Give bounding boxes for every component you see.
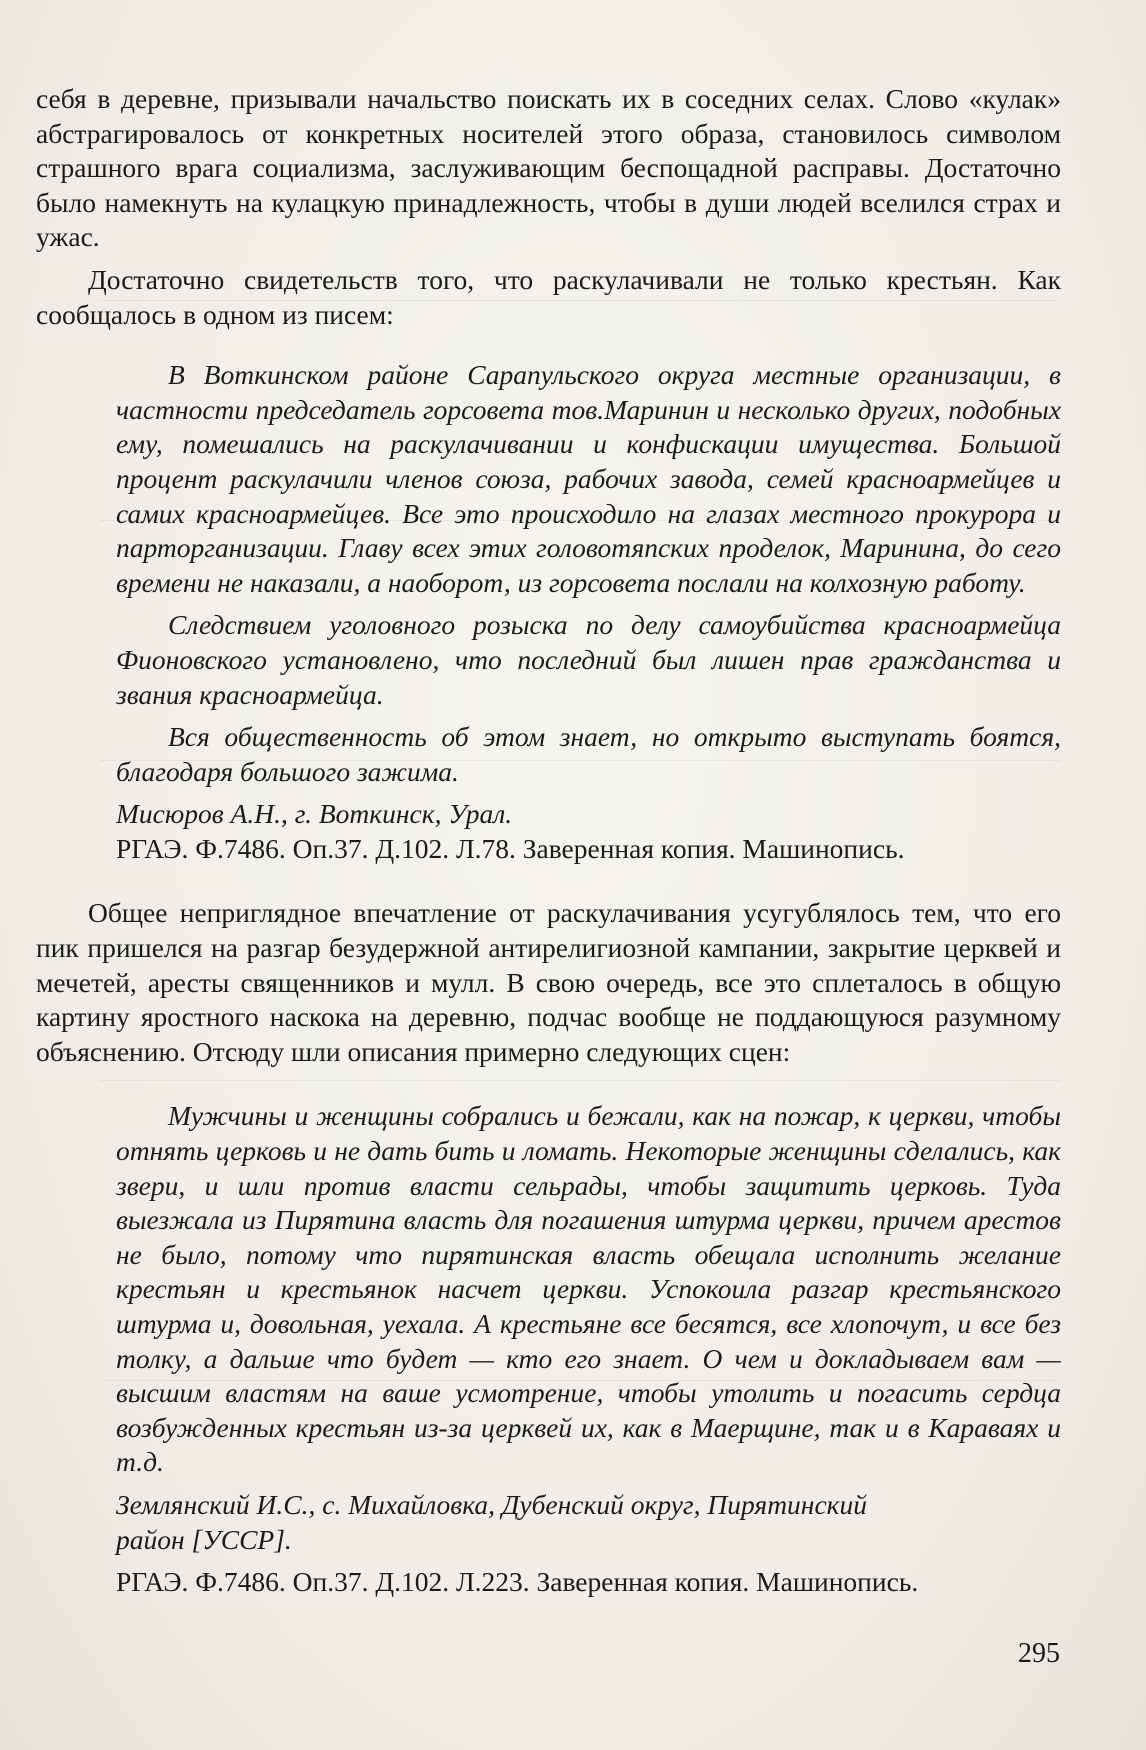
quote-1-source: РГАЭ. Ф.7486. Оп.37. Д.102. Л.78. Заверенная копия. Машинопись. (116, 832, 905, 864)
quote-2-paragraph-1: Мужчины и женщины собрались и бежали, как на пожар, к церкви, чтобы отнять церковь и не дать бить и ломать. Некоторые женщины сделались, как звери, и шли против власти сельрады, чтобы защитить церковь. Туда выезжала из Пирятина власть для погашения штурма церкви, причем арестов не было, потому что пирятинская власть обещала исполнить желание крестьян и крестьянок насчет церкви. Успокоила разгар крестьянского штурма и, довольная, уехала. А крестьяне все бесятся, все хлопочут, и все без толку, а дальше что будет — кто его знает. О чем и докладываем вам — высшим властям на ваше усмотрение, чтобы утолить и погасить сердца возбужденных крестьян из-за церквей их, как в Маерщине, так и в Караваях и т.д. (116, 1100, 1061, 1478)
quote-1-paragraph-3: Вся общественность об этом знает, но открыто выступать боятся, благодаря большого зажима. (116, 721, 1061, 787)
quote-1-paragraph-1: В Воткинском районе Сарапульского округа местные организации, в частности председатель горсовета тов.Маринин и несколько других, подобных ему, помешались на раскулачивании и конфискации имущества. Большой процент раскулачили членов союза, рабочих завода, семей красноармейцев и самих красноармейцев. Все это происходило на глазах местного прокурора и парторганизации. Главу всех этих головотяпских проделок, Маринина, до сего времени не наказали, а наоборот, из горсовета послали на колхозную работу. (116, 359, 1061, 598)
page-number: 295 (1018, 1638, 1060, 1669)
paragraph-1: себя в деревне, призывали начальство поискать их в соседних селах. Слово «кулак» абстрагировалось от конкретных носителей этого образа, становилось символом страшного врага социализма, заслуживающим беспощадной расправы. Достаточно было намекнуть на кулацкую принадлежность, чтобы в души людей вселился страх и ужас. (36, 83, 1061, 253)
quote-1-paragraph-2: Следствием уголовного розыска по делу самоубийства красноармейца Фионовского установлено, что последний был лишен прав гражданства и звания красноармейца. (116, 609, 1061, 710)
paragraph-2: Достаточно свидетельств того, что раскулачивали не только крестьян. Как сообщалось в одном из писем: (36, 263, 1061, 330)
quote-2-signature-line-1: Землянский И.С., с. Михайловка, Дубенский округ, Пирятинский (116, 1488, 868, 1520)
quote-2-source: РГАЭ. Ф.7486. Оп.37. Д.102. Л.223. Заверенная копия. Машинопись. (116, 1566, 919, 1598)
quote-block-2 (116, 1099, 1061, 1599)
text-column (36, 82, 1061, 1600)
quote-2-signature-line-2: район [УССР]. (116, 1523, 292, 1555)
paragraph-3: Общее неприглядное впечатление от раскулачивания усугублялось тем, что его пик пришелся на разгар безудержной антирелигиозной кампании, закрытие церквей и мечетей, аресты священников и мулл. В свою очередь, все это сплеталось в общую картину яростного наскока на деревню, подчас вообще не поддающуюся разумному объяснению. Отсюду шли описания примерно следующих сцен: (36, 897, 1061, 1067)
quote-1-signature: Мисюров А.Н., г. Воткинск, Урал. (116, 798, 513, 830)
quote-block-1 (116, 358, 1061, 866)
